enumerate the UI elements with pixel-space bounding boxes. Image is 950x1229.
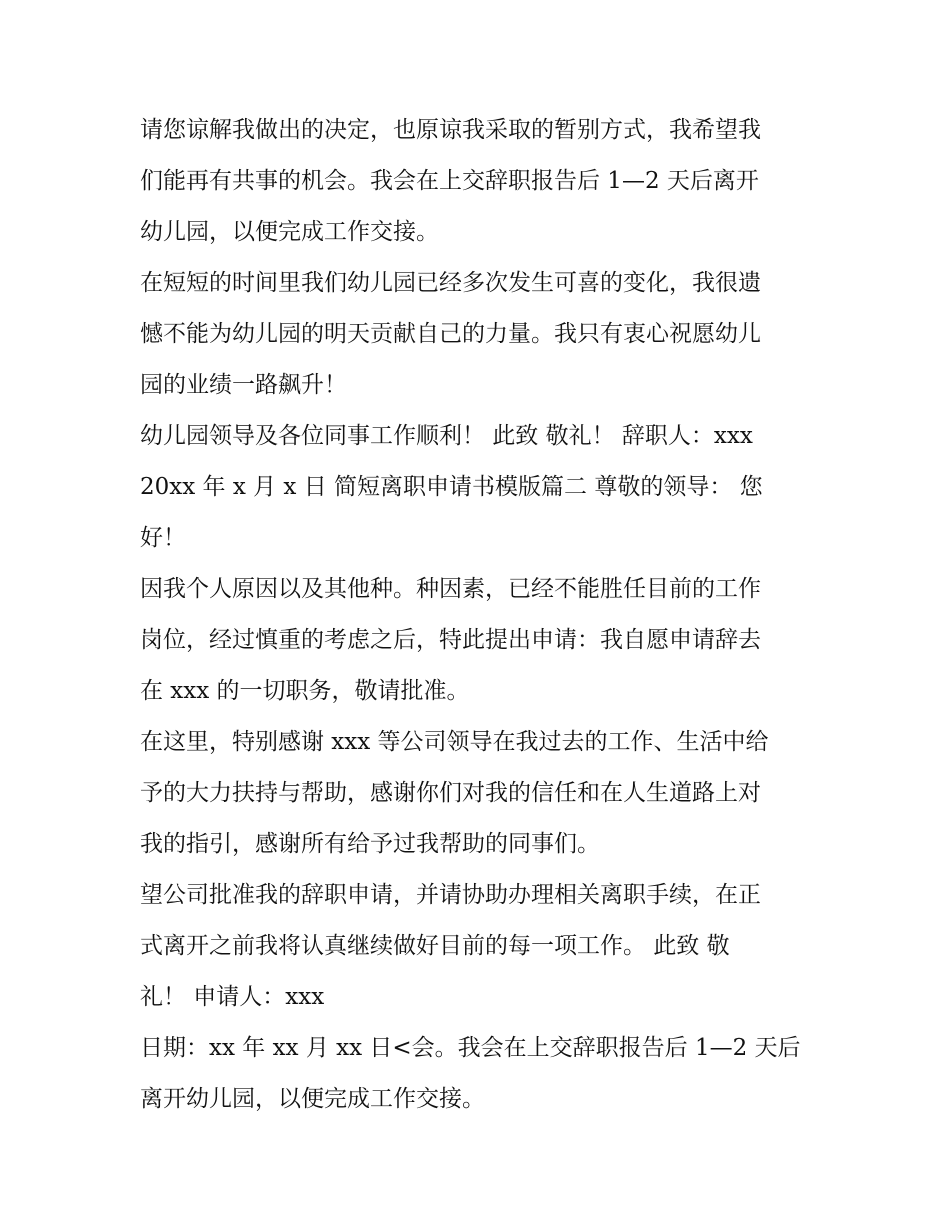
text-line: 园的业绩一路飙升！: [140, 372, 347, 398]
text-line: 式离开之前我将认真继续做好目前的每一项工作。 此致 敬: [140, 933, 730, 959]
text-line: 幼儿园，以便完成工作交接。: [140, 219, 439, 245]
text-line: 离开幼儿园，以便完成工作交接。: [140, 1086, 485, 1112]
text-line: 日期：xx 年 xx 月 xx 日<会。我会在上交辞职报告后 1—2 天后: [140, 1035, 801, 1061]
text-line: 予的大力扶持与帮助，感谢你们对我的信任和在人生道路上对: [140, 780, 761, 806]
text-line: 们能再有共事的机会。我会在上交辞职报告后 1—2 天后离开: [140, 168, 759, 194]
text-line: 在 xxx 的一切职务，敬请批准。: [140, 678, 470, 704]
text-line: 好！: [140, 525, 186, 551]
text-line: 憾不能为幼儿园的明天贡献自己的力量。我只有衷心祝愿幼儿: [140, 321, 761, 347]
text-line: 20xx 年 x 月 x 日 简短离职申请书模版篇二 尊敬的领导： 您: [140, 474, 763, 500]
text-line: 在短短的时间里我们幼儿园已经多次发生可喜的变化，我很遗: [140, 270, 761, 296]
text-line: 在这里，特别感谢 xxx 等公司领导在我过去的工作、生活中给: [140, 729, 769, 755]
document-body: [140, 105, 820, 1125]
text-line: 我的指引，感谢所有给予过我帮助的同事们。: [140, 831, 600, 857]
text-line: 望公司批准我的辞职申请，并请协助办理相关离职手续，在正: [140, 882, 761, 908]
text-line: 幼儿园领导及各位同事工作顺利！ 此致 敬礼！ 辞职人：xxx: [140, 423, 753, 449]
text-line: 岗位，经过慎重的考虑之后，特此提出申请：我自愿申请辞去: [140, 627, 761, 653]
text-line: 请您谅解我做出的决定，也原谅我采取的暂别方式，我希望我: [140, 117, 761, 143]
text-line: 礼！ 申请人：xxx: [140, 984, 325, 1010]
text-line: 因我个人原因以及其他种。种因素，已经不能胜任目前的工作: [140, 576, 761, 602]
